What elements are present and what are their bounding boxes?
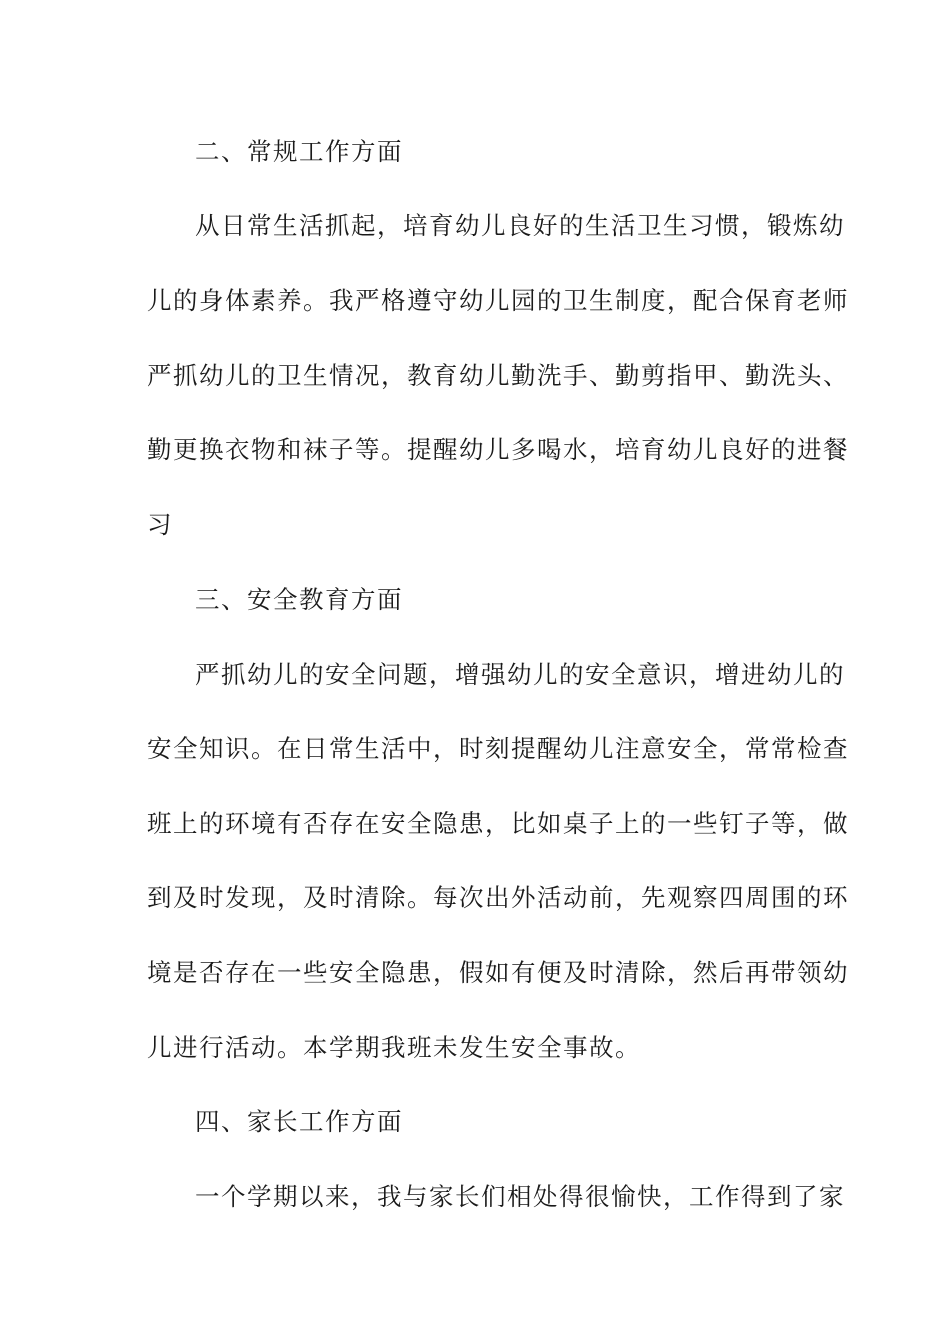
paragraph-line: 严抓幼儿的卫生情况，教育幼儿勤洗手、勤剪指甲、勤洗头、 xyxy=(147,361,849,390)
paragraph-line: 班上的环境有否存在安全隐患，比如桌子上的一些钉子等，做 xyxy=(147,809,849,838)
paragraph-line: 安全知识。在日常生活中，时刻提醒幼儿注意安全，常常检查 xyxy=(147,734,849,763)
paragraph-line: 儿进行活动。本学期我班未发生安全事故。 xyxy=(147,1033,641,1062)
paragraph-line: 习 xyxy=(147,510,173,539)
paragraph-line: 儿的身体素养。我严格遵守幼儿园的卫生制度，配合保育老师 xyxy=(147,286,849,315)
section-heading: 二、常规工作方面 xyxy=(195,137,403,166)
paragraph-line: 从日常生活抓起，培育幼儿良好的生活卫生习惯，锻炼幼 xyxy=(195,211,845,240)
section-heading: 四、家长工作方面 xyxy=(195,1107,403,1136)
paragraph-line: 勤更换衣物和袜子等。提醒幼儿多喝水，培育幼儿良好的进餐 xyxy=(147,435,849,464)
paragraph-line: 严抓幼儿的安全问题，增强幼儿的安全意识，增进幼儿的 xyxy=(195,660,845,689)
section-heading: 三、安全教育方面 xyxy=(195,585,403,614)
paragraph-line: 境是否存在一些安全隐患，假如有便及时清除，然后再带领幼 xyxy=(147,958,849,987)
paragraph-line: 一个学期以来，我与家长们相处得很愉快，工作得到了家 xyxy=(195,1182,845,1211)
paragraph-line: 到及时发现，及时清除。每次出外活动前，先观察四周围的环 xyxy=(147,883,849,912)
